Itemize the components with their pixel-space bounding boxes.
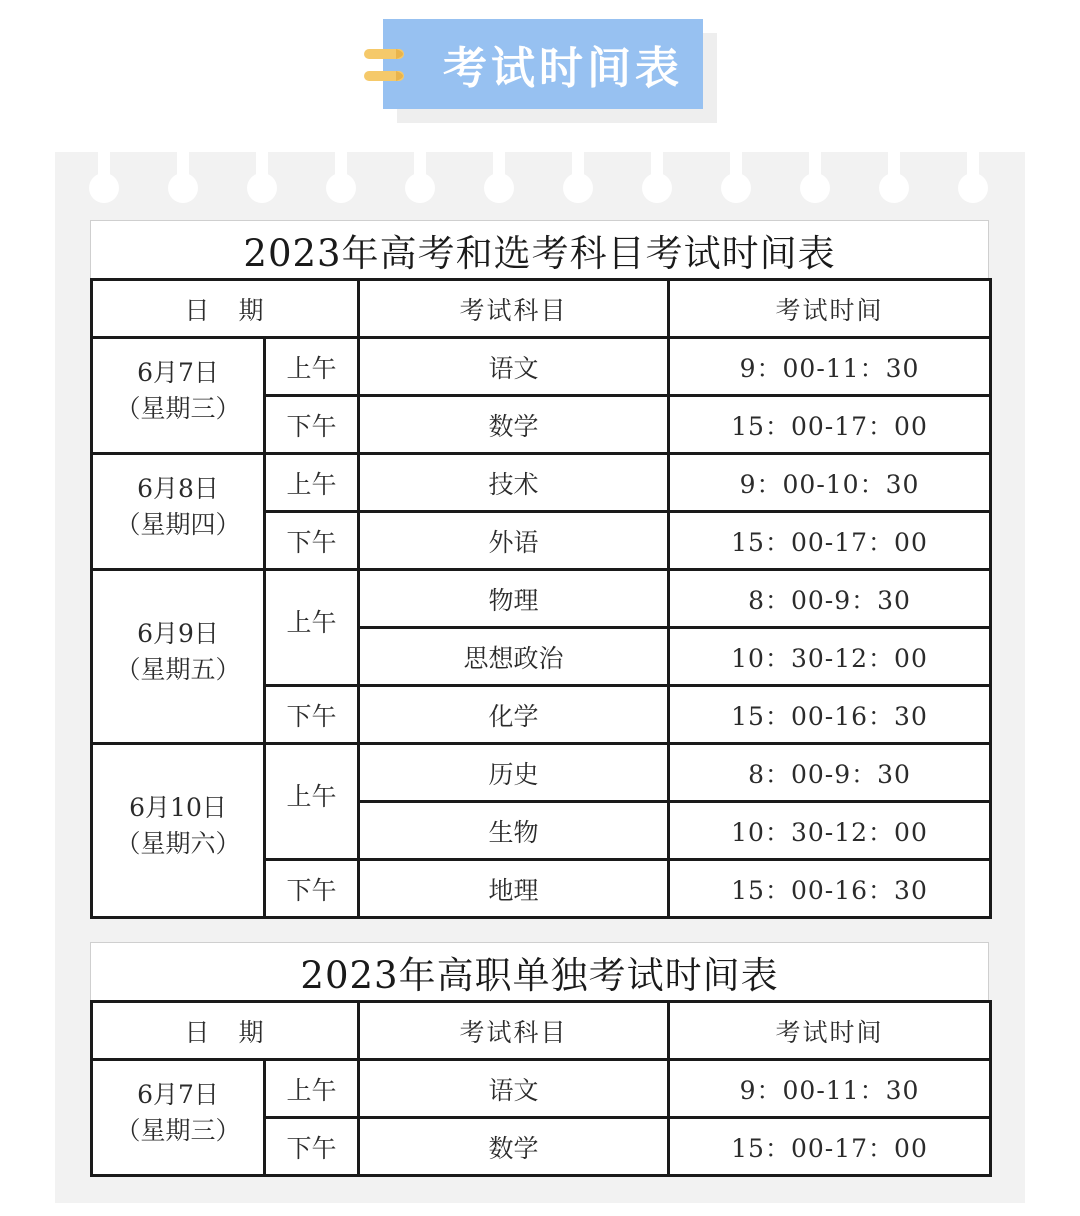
time-cell: 8：00-9：30 bbox=[669, 570, 991, 628]
weekday-text: （星期三） bbox=[115, 1115, 241, 1145]
table-row bbox=[92, 454, 991, 512]
subject-cell: 外语 bbox=[359, 512, 669, 570]
table-row bbox=[92, 338, 991, 396]
period-cell: 下午 bbox=[265, 396, 359, 454]
subject-cell: 数学 bbox=[359, 396, 669, 454]
period-cell: 上午 bbox=[265, 570, 359, 686]
time-cell: 10：30-12：00 bbox=[669, 628, 991, 686]
date-text: 6月8日 bbox=[137, 473, 219, 503]
time-cell: 8：00-9：30 bbox=[669, 744, 991, 802]
date-cell bbox=[92, 454, 265, 570]
subject-cell: 生物 bbox=[359, 802, 669, 860]
weekday-text: （星期五） bbox=[115, 654, 241, 684]
subject-cell: 化学 bbox=[359, 686, 669, 744]
header-date: 日 期 bbox=[92, 280, 359, 338]
time-cell: 9：00-11：30 bbox=[669, 1060, 991, 1118]
table-row bbox=[92, 744, 991, 802]
date-text: 6月7日 bbox=[137, 1079, 219, 1109]
date-text: 6月10日 bbox=[129, 792, 227, 822]
header-subject: 考试科目 bbox=[359, 1002, 669, 1060]
subject-cell: 地理 bbox=[359, 860, 669, 918]
period-cell: 上午 bbox=[265, 1060, 359, 1118]
gaokao-schedule bbox=[90, 220, 989, 919]
date-text: 6月9日 bbox=[137, 618, 219, 648]
subject-cell: 语文 bbox=[359, 1060, 669, 1118]
time-cell: 9：00-10：30 bbox=[669, 454, 991, 512]
page-title: 考试时间表 bbox=[443, 43, 683, 94]
date-cell bbox=[92, 570, 265, 744]
subject-cell: 思想政治 bbox=[359, 628, 669, 686]
binder-holes bbox=[55, 152, 1025, 204]
header-date: 日 期 bbox=[92, 1002, 359, 1060]
table-row bbox=[92, 1060, 991, 1118]
table-title: 2023年高职单独考试时间表 bbox=[90, 942, 989, 1000]
subject-cell: 语文 bbox=[359, 338, 669, 396]
weekday-text: （星期三） bbox=[115, 393, 241, 423]
time-cell: 15：00-17：00 bbox=[669, 396, 991, 454]
period-cell: 上午 bbox=[265, 338, 359, 396]
time-cell: 15：00-16：30 bbox=[669, 686, 991, 744]
weekday-text: （星期四） bbox=[115, 509, 241, 539]
header-time: 考试时间 bbox=[669, 280, 991, 338]
period-cell: 上午 bbox=[265, 744, 359, 860]
date-text: 6月7日 bbox=[137, 357, 219, 387]
period-cell: 下午 bbox=[265, 512, 359, 570]
period-cell: 上午 bbox=[265, 454, 359, 512]
header-time: 考试时间 bbox=[669, 1002, 991, 1060]
period-cell: 下午 bbox=[265, 860, 359, 918]
vocational-schedule bbox=[90, 942, 989, 1177]
date-cell bbox=[92, 1060, 265, 1176]
ribbon-icon bbox=[362, 43, 412, 87]
header-subject: 考试科目 bbox=[359, 280, 669, 338]
date-cell bbox=[92, 338, 265, 454]
period-cell: 下午 bbox=[265, 1118, 359, 1176]
header-row bbox=[92, 280, 991, 338]
date-cell bbox=[92, 744, 265, 918]
header-badge bbox=[383, 19, 703, 109]
subject-cell: 物理 bbox=[359, 570, 669, 628]
weekday-text: （星期六） bbox=[115, 828, 241, 858]
table-row bbox=[92, 570, 991, 628]
period-cell: 下午 bbox=[265, 686, 359, 744]
table-title: 2023年高考和选考科目考试时间表 bbox=[90, 220, 989, 278]
time-cell: 9：00-11：30 bbox=[669, 338, 991, 396]
header-row bbox=[92, 1002, 991, 1060]
schedule-table bbox=[90, 278, 992, 919]
subject-cell: 历史 bbox=[359, 744, 669, 802]
time-cell: 15：00-16：30 bbox=[669, 860, 991, 918]
schedule-table bbox=[90, 1000, 992, 1177]
time-cell: 15：00-17：00 bbox=[669, 1118, 991, 1176]
subject-cell: 数学 bbox=[359, 1118, 669, 1176]
time-cell: 15：00-17：00 bbox=[669, 512, 991, 570]
subject-cell: 技术 bbox=[359, 454, 669, 512]
time-cell: 10：30-12：00 bbox=[669, 802, 991, 860]
